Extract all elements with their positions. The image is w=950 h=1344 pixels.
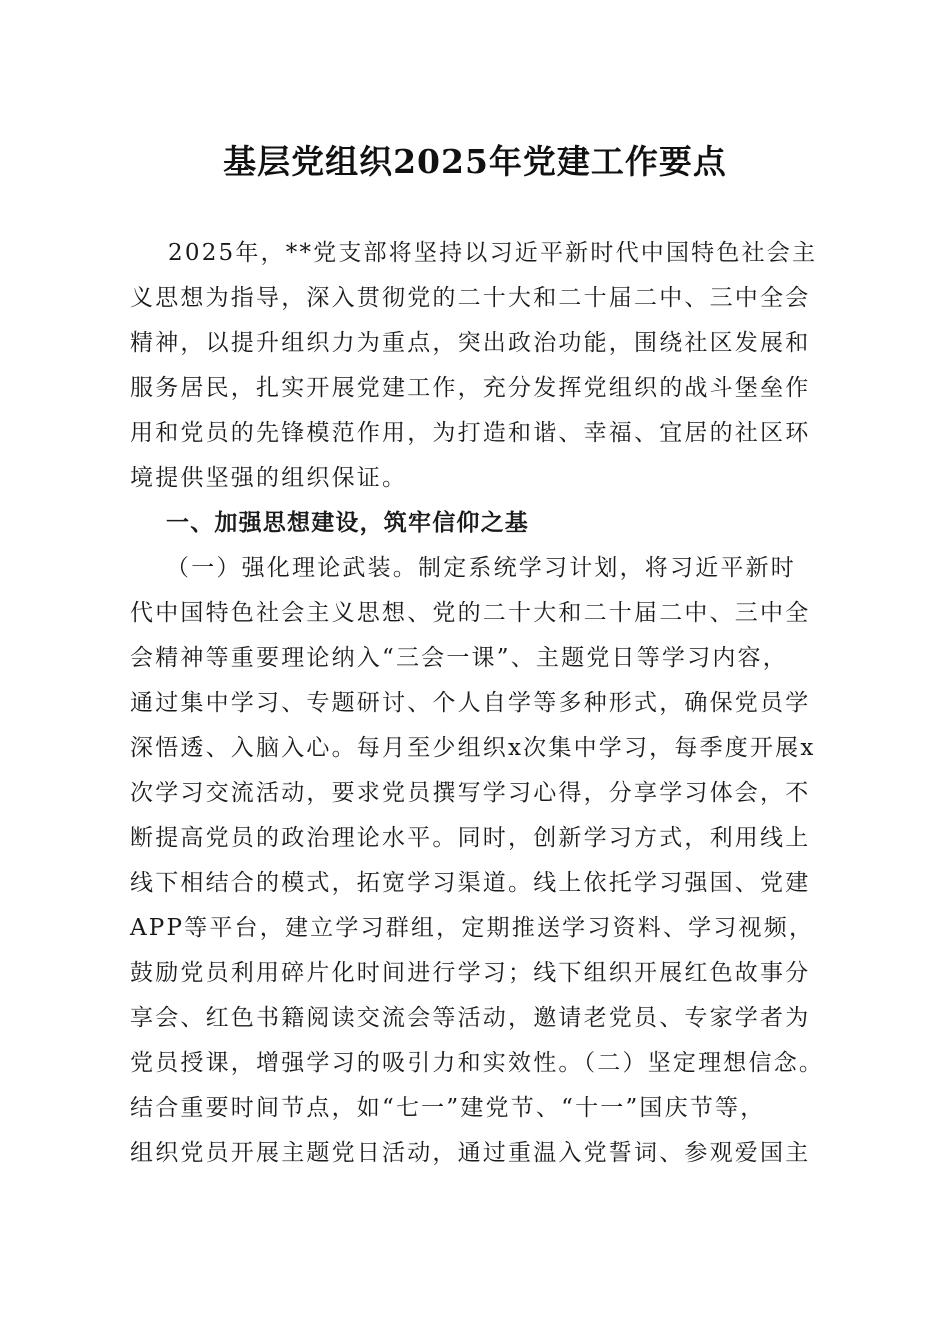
body-line: 用和党员的先锋模范作用，为打造和谐、幸福、宜居的社区环 <box>130 420 811 446</box>
body-line: 精神，以提升组织力为重点，突出政治功能，围绕社区发展和 <box>130 330 811 356</box>
body-line: （一）强化理论武装。制定系统学习计划，将习近平新时 <box>166 555 796 581</box>
document-body <box>130 231 825 1176</box>
document-title: 基层党组织2025年党建工作要点 <box>223 142 727 181</box>
body-line: 线下相结合的模式，拓宽学习渠道。线上依托学习强国、党建 <box>130 870 811 896</box>
body-line: 组织党员开展主题党日活动，通过重温入党誓词、参观爱国主 <box>130 1140 811 1166</box>
body-line: 享会、红色书籍阅读交流会等活动，邀请老党员、专家学者为 <box>130 1005 811 1031</box>
body-line: 党员授课，增强学习的吸引力和实效性。（二）坚定理想信念。 <box>130 1050 825 1076</box>
body-line: 深悟透、入脑入心。每月至少组织x次集中学习，每季度开展x <box>130 735 816 761</box>
body-line: 代中国特色社会主义思想、党的二十大和二十届二中、三中全 <box>130 600 811 626</box>
body-line: 服务居民，扎实开展党建工作，充分发挥党组织的战斗堡垒作 <box>130 375 811 401</box>
body-line: 鼓励党员利用碎片化时间进行学习；线下组织开展红色故事分 <box>130 960 811 986</box>
body-line: 通过集中学习、专题研讨、个人自学等多种形式，确保党员学 <box>130 690 811 716</box>
body-line: 结合重要时间节点，如“七一”建党节、“十一”国庆节等， <box>130 1095 766 1121</box>
body-line: 次学习交流活动，要求党员撰写学习心得，分享学习体会，不 <box>130 780 811 806</box>
section-heading: 一、加强思想建设，筑牢信仰之基 <box>166 510 529 536</box>
body-line: 义思想为指导，深入贯彻党的二十大和二十届二中、三中全会 <box>130 285 811 311</box>
body-line: 会精神等重要理论纳入“三会一课”、主题党日等学习内容， <box>130 645 788 671</box>
body-line: APP等平台，建立学习群组，定期推送学习资料、学习视频， <box>130 915 815 941</box>
body-line: 境提供坚强的组织保证。 <box>130 465 408 491</box>
body-line: 2025年，**党支部将坚持以习近平新时代中国特色社会主 <box>130 240 818 266</box>
body-line: 断提高党员的政治理论水平。同时，创新学习方式，利用线上 <box>130 825 811 851</box>
